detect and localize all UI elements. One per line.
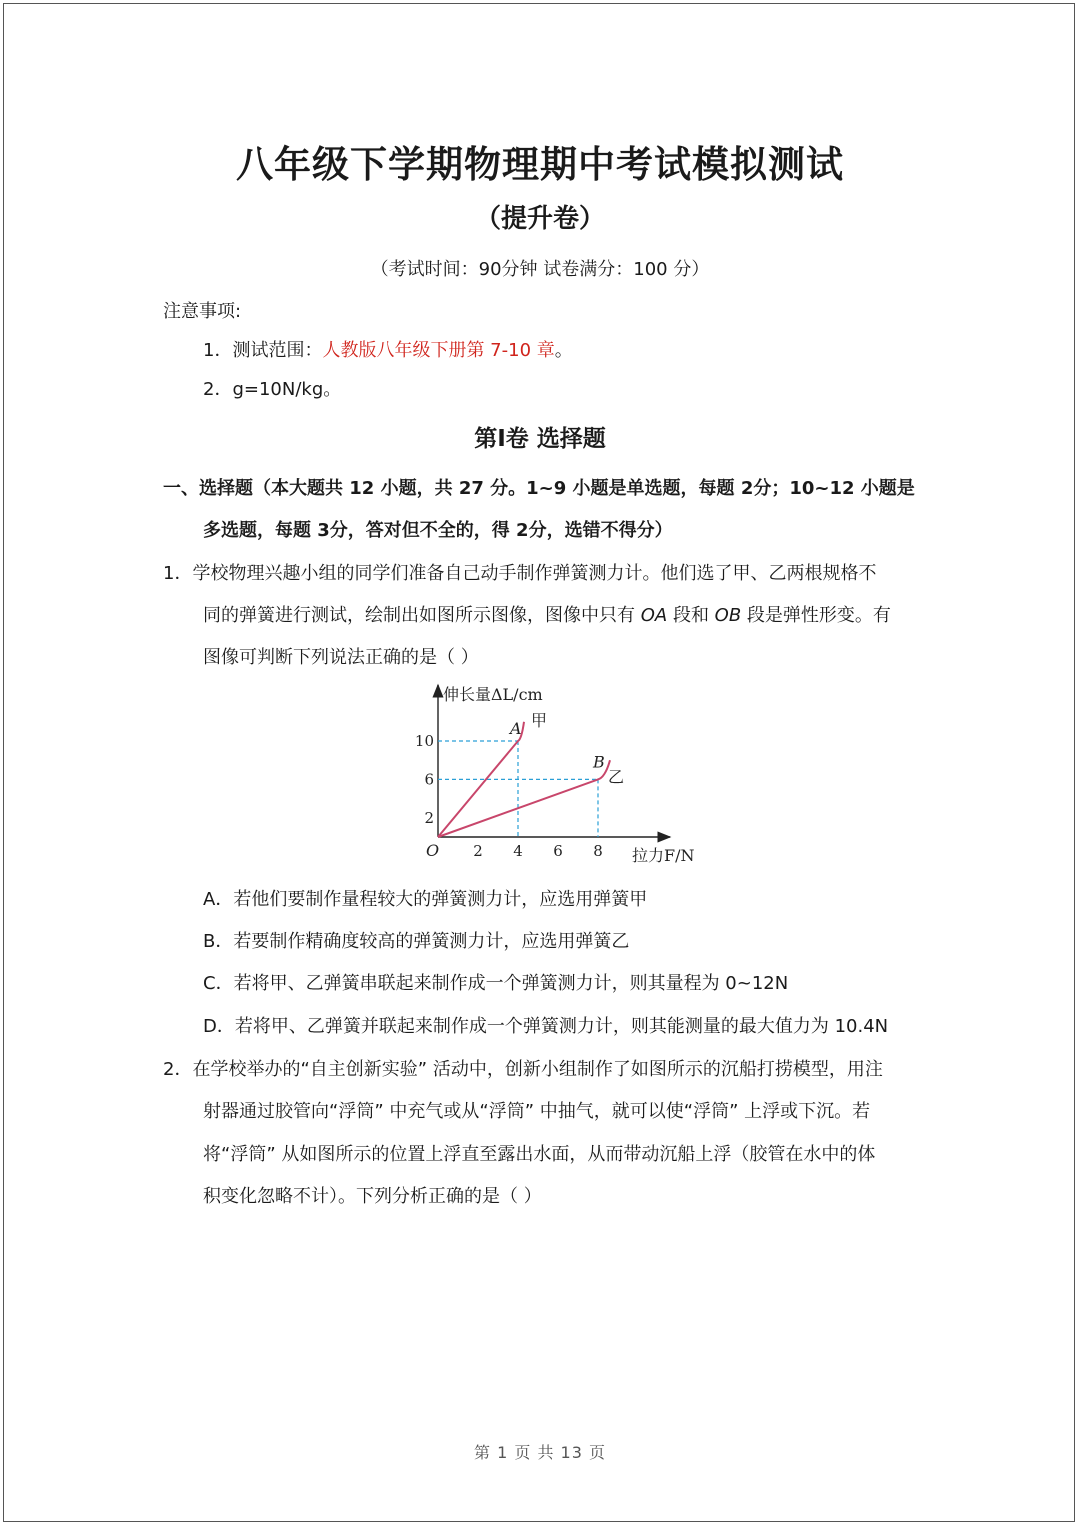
option-b: B．若要制作精确度较高的弹簧测力计，应选用弹簧乙 — [203, 931, 630, 952]
question-1-line-1: 1．学校物理兴趣小组的同学们准备自己动手制作弹簧测力计。他们选了甲、乙两根规格不 — [163, 563, 877, 584]
option-a: A．若他们要制作量程较大的弹簧测力计，应选用弹簧甲 — [203, 889, 648, 910]
series-jia-label: 甲 — [531, 710, 548, 730]
x-tick-label: 8 — [593, 842, 603, 860]
question-2-line-2: 射器通过胶管向“浮筒” 中充气或从“浮筒” 中抽气，就可以使“浮筒” 上浮或下沉。若 — [203, 1101, 871, 1122]
series-yi-label: 乙 — [608, 767, 625, 787]
question-1-line-2-a: 同的弹簧进行测试，绘制出如图所示图像，图像中只有 — [203, 605, 641, 626]
page-title: 八年级下学期物理期中考试模拟测试 — [236, 143, 844, 186]
option-c: C．若将甲、乙弹簧串联起来制作成一个弹簧测力计，则其量程为 0~12N — [203, 973, 789, 994]
point-a-label: A — [510, 719, 522, 738]
x-tick-label: 2 — [473, 842, 483, 860]
question-1-line-3: 图像可判断下列说法正确的是（ ） — [203, 647, 479, 668]
x-tick-label: 4 — [513, 842, 523, 860]
option-d: D．若将甲、乙弹簧并联起来制作成一个弹簧测力计，则其能测量的最大值力为 10.4N — [203, 1016, 889, 1037]
notes-item-1-prefix: 1．测试范围： — [203, 340, 323, 361]
notes-item-1 — [203, 336, 573, 362]
question-1-line-2-c: 段是弹性形变。有 — [741, 605, 891, 626]
question-1-line-2-b: 段和 — [667, 605, 715, 626]
page-footer: 第 1 页 共 13 页 — [474, 1443, 606, 1462]
notes-heading: 注意事项: — [163, 301, 242, 322]
part-instructions-line-2: 多选题，每题 3分，答对但不全的，得 2分，选错不得分） — [203, 520, 673, 541]
segment-ob: OB — [714, 605, 742, 626]
page-subtitle: （提升卷） — [474, 204, 605, 234]
exam-info: （考试时间：90分钟 试卷满分：100 分） — [370, 259, 710, 280]
point-b-label: B — [593, 752, 605, 772]
y-axis-label: 伸长量ΔL/cm — [443, 685, 543, 704]
y-tick-label: 6 — [424, 770, 434, 789]
question-2-line-3: 将“浮筒” 从如图所示的位置上浮直至露出水面，从而带动沉船上浮（胶管在水中的体 — [203, 1144, 876, 1165]
series-yi-line — [438, 760, 610, 837]
y-tick-label: 2 — [424, 808, 434, 827]
x-ticks — [473, 842, 603, 860]
segment-oa: OA — [640, 605, 668, 626]
part-instructions-line-1: 一、选择题（本大题共 12 小题，共 27 分。1~9 小题是单选题，每题 2分；10~12 小题是 — [163, 478, 915, 499]
origin-label: O — [426, 841, 440, 860]
notes-item-2: 2．g=10N/kg。 — [203, 379, 342, 400]
question-1-line-2 — [203, 601, 891, 627]
spring-extension-chart — [405, 680, 715, 870]
question-2-line-1: 2．在学校举办的“自主创新实验” 活动中，创新小组制作了如图所示的沉船打捞模型，用注 — [163, 1059, 883, 1080]
y-tick-label: 10 — [414, 732, 434, 750]
y-ticks — [415, 732, 434, 827]
x-tick-label: 6 — [553, 842, 563, 860]
question-2-line-4: 积变化忽略不计）。下列分析正确的是（ ） — [203, 1186, 542, 1207]
notes-item-1-suffix: 。 — [554, 340, 573, 361]
notes-item-1-highlight: 人教版八年级下册第 7-10 章 — [322, 340, 555, 361]
x-axis-label: 拉力F/N — [632, 846, 695, 865]
section-title: 第Ⅰ卷 选择题 — [474, 426, 606, 452]
